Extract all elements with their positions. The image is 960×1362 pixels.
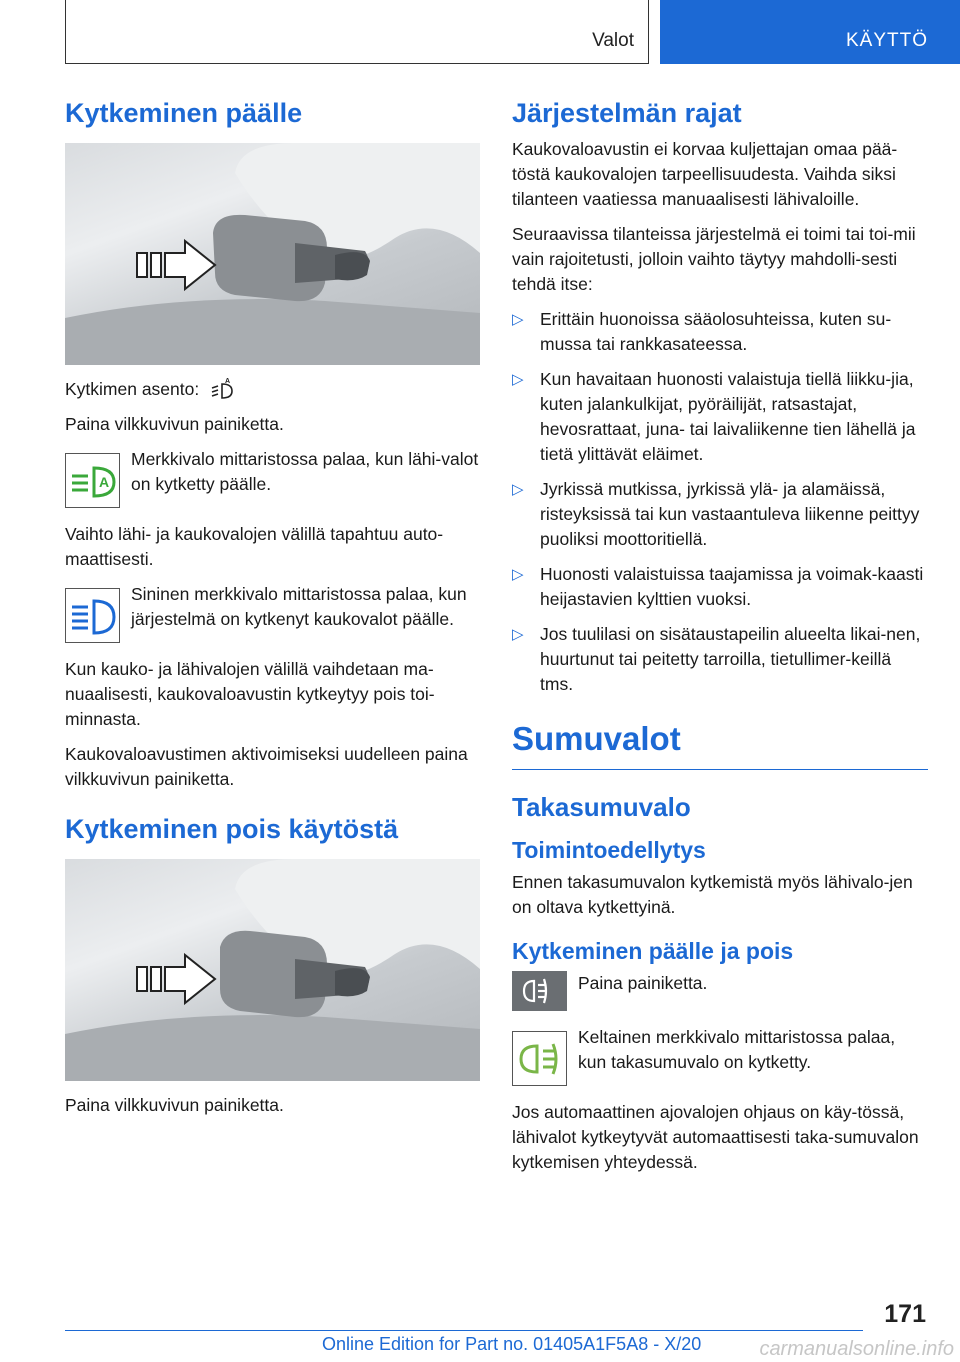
lever-photo-off	[65, 859, 480, 1081]
yellow-indicator-text: Keltainen merkkivalo mittaristossa palaa, kun takasumuvalo on kytketty.	[578, 1026, 896, 1072]
svg-text:A: A	[99, 474, 110, 491]
heading-switch-off: Kytkeminen pois käytöstä	[65, 814, 399, 845]
rear-fog-indicator-icon	[512, 1031, 567, 1086]
list-item: ▷ Huonosti valaistuissa taajamissa ja voimak-kaasti heijastavien kylttien vuoksi.	[512, 564, 924, 610]
auto-headlight-icon	[210, 377, 236, 399]
footer-divider	[65, 1330, 863, 1331]
heading-limits: Järjestelmän rajat	[512, 98, 742, 128]
limits-situations: Seuraavissa tilanteissa järjestelmä ei toimi tai toi-mii vain rajoitetusti, jolloin vaihto täytyy mahdolli-sesti tehdä itse:	[512, 224, 916, 295]
switch-position: Kytkimen asento: A	[65, 377, 480, 402]
list-item: ▷ Erittäin huonoissa sääolosuhteissa, kuten su-mussa tai rankkasateessa.	[512, 309, 892, 355]
reactivate-text: Kaukovaloavustimen aktivoimiseksi uudelleen paina vilkkuvivun painiketta.	[65, 744, 468, 790]
blue-high-beam-icon	[65, 588, 120, 643]
heading-requirements: Toimintoedellytys	[512, 836, 706, 863]
right-column	[512, 98, 928, 1185]
watermark: carmanualsonline.info	[759, 1338, 954, 1360]
auto-note-text: Jos automaattinen ajovalojen ohjaus on käy-tössä, lähivalot kytkeytyvät automaattisesti taka-sumuvalon kytkemisen yhteydessä.	[512, 1101, 919, 1172]
heading-rear-fog: Takasumuvalo	[512, 791, 691, 822]
blue-indicator-text: Sininen merkkivalo mittaristossa palaa, kun järjestelmä on kytkenyt kaukovalot päälle.	[131, 584, 467, 630]
list-item: ▷ Jos tuulilasi on sisätaustapeilin alueelta likai-nen, huurtunut tai peitetty tarroilla, tietullimer-keillä tms.	[512, 624, 921, 695]
manual-switch-text: Kun kauko- ja lähivalojen välillä vaihdetaan ma-nuaalisesti, kaukovaloavustin kytkeytyy pois toi-minnasta.	[65, 659, 435, 730]
limits-intro: Kaukovaloavustin ei korvaa kuljettajan omaa pää-töstä kaukovalojen tarpeellisuudesta. Vaihda siksi tilanteen vaatiessa manuaalisesti lähivaloille.	[512, 139, 898, 210]
limits-list	[512, 307, 928, 697]
heading-fog-lights: Sumuvalot	[512, 719, 928, 770]
header-section: Valot	[592, 30, 634, 51]
press-lever-text-2: Paina vilkkuvivun painiketta.	[65, 1095, 284, 1116]
fog-button-row	[512, 971, 928, 1011]
green-auto-beam-icon	[65, 453, 120, 508]
yellow-indicator-row	[512, 1025, 928, 1086]
header-section-box	[65, 0, 649, 64]
green-indicator-text: Merkkivalo mittaristossa palaa, kun lähi-valot on kytketty päälle.	[131, 449, 479, 495]
rear-fog-button-icon	[512, 971, 567, 1011]
footer-edition: Online Edition for Part no. 01405A1F5A8 - X/20	[322, 1334, 702, 1354]
left-column	[65, 98, 480, 1128]
page-number: 171	[884, 1300, 926, 1328]
press-button-text: Paina painiketta.	[578, 972, 708, 993]
lever-photo-on	[65, 143, 480, 365]
blue-indicator-row	[65, 582, 480, 643]
press-lever-text-1: Paina vilkkuvivun painiketta.	[65, 414, 284, 435]
list-item: ▷ Kun havaitaan huonosti valaistuja tiellä liikku-jia, kuten jalankulkijat, pyöräilijät, ratsastajat, hevosrattaat, juna- tai laivaliikenne tien lähellä ja tietä ylittävät eläimet.	[512, 369, 916, 465]
header-chapter-box	[660, 0, 960, 64]
svg-text:A: A	[225, 378, 231, 386]
auto-switch-text: Vaihto lähi- ja kaukovalojen välillä tapahtuu auto-maattisesti.	[65, 524, 444, 570]
requirements-text: Ennen takasumuvalon kytkemistä myös lähivalo-jen on oltava kytkettyinä.	[512, 871, 913, 917]
list-item: ▷ Jyrkissä mutkissa, jyrkissä ylä- ja alamäissä, risteyksissä tai kun vastaantuleva liikenne peittyy puoliksi moottoritiellä.	[512, 479, 920, 550]
header-chapter: KÄYTTÖ	[846, 30, 929, 51]
heading-on-off: Kytkeminen päälle ja pois	[512, 937, 794, 964]
heading-switch-on: Kytkeminen päälle	[65, 98, 303, 128]
green-indicator-row	[65, 447, 480, 508]
